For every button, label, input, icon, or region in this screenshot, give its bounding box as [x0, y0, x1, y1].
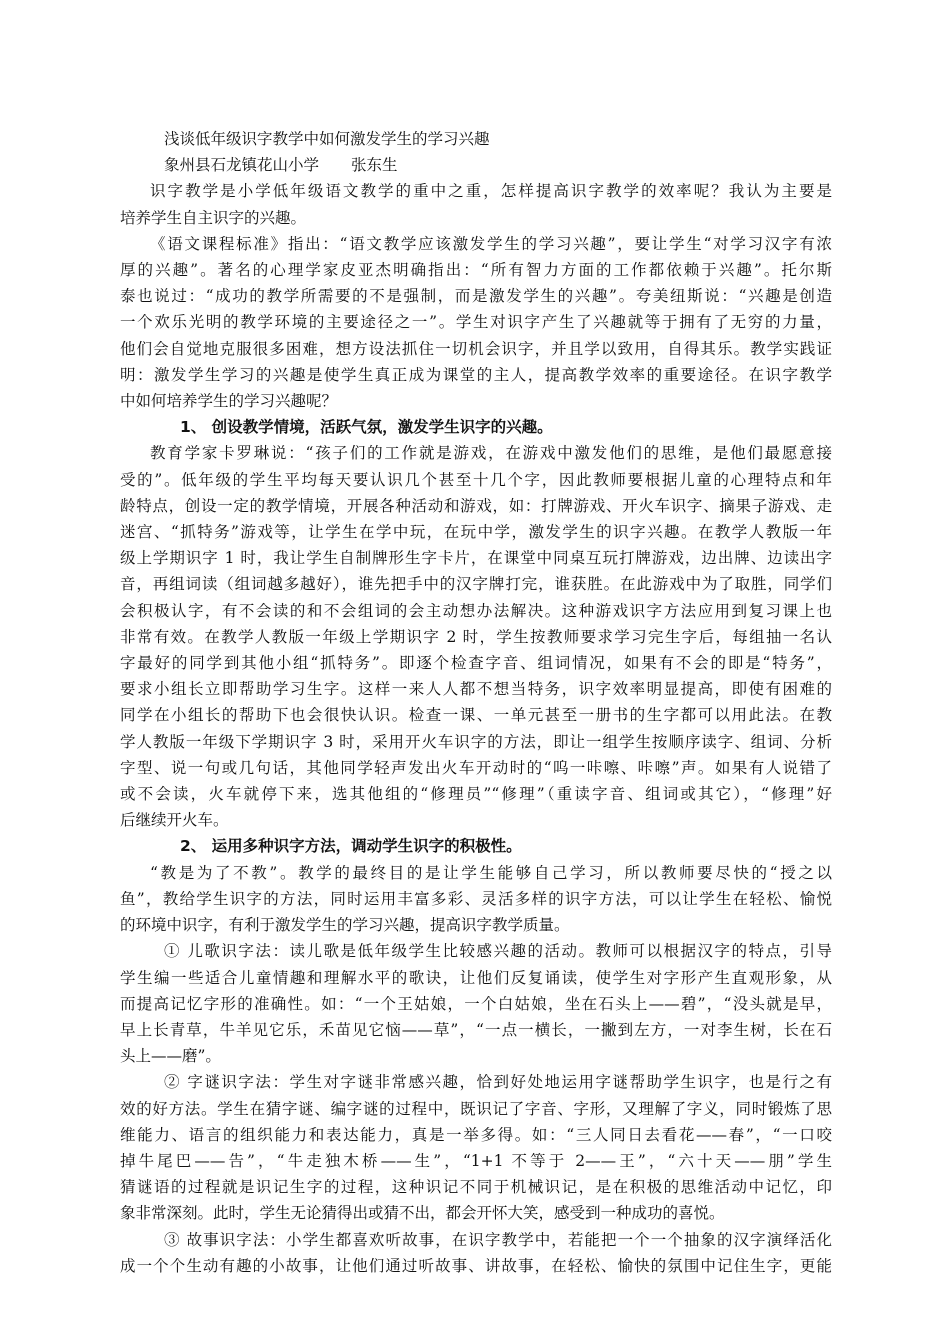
paragraph-line: 中如何培养学生的学习兴趣呢？: [120, 392, 338, 411]
document-page: [120, 126, 832, 1279]
paragraph-line: 他们会自觉地克服很多困难，想方设法抓住一切机会识字，并且学以致用，自得其乐。教学实践证: [120, 339, 832, 358]
paragraph-line: 象非常深刻。此时，学生无论猜得出或猜不出，都会开怀大笑，感受到一种成功的喜悦。: [120, 1204, 725, 1223]
author-line: [120, 152, 832, 178]
paragraph-line: 泰也说过：“成功的教学所需要的不是强制，而是激发学生的兴趣”。夸美纽斯说：“兴趣是创造: [120, 287, 832, 306]
paragraph-line: 或不会读，火车就停下来，选其他组的“修理员”“修理”（重读字音、组词或其它），“修理”好: [120, 785, 832, 804]
paragraph-line: 字最好的同学到其他小组“抓特务”。即逐个检查字音、组词情况，如果有不会的即是“特务”，: [120, 654, 832, 673]
paragraph-line: 一个欢乐光明的教学环境的主要途径之一”。学生对识字产生了兴趣就等于拥有了无穷的力量，: [120, 313, 832, 332]
paragraph-line: 学生编一些适合儿童情趣和理解水平的歌诀，让他们反复诵读，使学生对字形产生直观形象，从: [120, 968, 832, 987]
paragraph-line: 龄特点，创设一定的教学情境，开展各种活动和游戏，如：打牌游戏、开火车识字、摘果子游戏、走: [120, 496, 832, 515]
paragraph-line: 掉牛尾巴——告”，“牛走独木桥——生”，“1+1 不等于 2——王”，“六十天——朋”学生: [120, 1151, 832, 1170]
paragraph-line: 学人教版一年级下学期识字 3 时，采用开火车识字的方法，即让一组学生按顺序读字、组词、分析: [120, 732, 832, 751]
paragraph-line: 同学在小组长的帮助下也会很快认识。检查一课、一单元甚至一册书的生字都可以用此法。在教: [120, 706, 832, 725]
paragraph-line: 鱼”，教给学生识字的方法，同时运用丰富多彩、灵活多样的识字方法，可以让学生在轻松、愉悦: [120, 889, 832, 908]
section-heading: 2、 运用多种识字方法，调动学生识字的积极性。: [180, 837, 522, 856]
paragraph-line: 头上——磨”。: [120, 1047, 221, 1066]
paragraph-line: 非常有效。在教学人教版一年级上学期识字 2 时，学生按教师要求学习完生字后，每组抽一名认: [120, 627, 832, 646]
paragraph-line: 的环境中识字，有利于激发学生的学习兴趣，提高识字教学质量。: [120, 916, 570, 935]
paragraph-line: 会积极认字，有不会读的和不会组词的会主动想办法解决。这种游戏识字方法应用到复习课上也: [120, 601, 832, 620]
paragraph-line: ③ 故事识字法：小学生都喜欢听故事，在识字教学中，若能把一个一个抽象的汉字演绎活化: [164, 1230, 832, 1249]
author-name: 张东生: [351, 156, 398, 175]
paragraph-line: ② 字谜识字法：学生对字谜非常感兴趣，恰到好处地运用字谜帮助学生识字，也是行之有: [164, 1073, 832, 1092]
paragraph-line: 受的”。低年级的学生平均每天要认识几个甚至十几个字，因此教师要根据儿童的心理特点和年: [120, 470, 832, 489]
paragraph-line: 后继续开火车。: [120, 811, 229, 830]
paragraph-line: 级上学期识字 1 时，我让学生自制牌形生字卡片，在课堂中同桌互玩打牌游戏，边出牌、边读出字: [120, 549, 832, 568]
paragraph-line: 明：激发学生学习的兴趣是使学生真正成为课堂的主人，提高教学效率的重要途径。在识字教学: [120, 365, 832, 384]
paragraph-line: 要求小组长立即帮助学习生字。这样一来人人都不想当特务，识字效率明显提高，即使有困难的: [120, 680, 832, 699]
paragraph-line: 培养学生自主识字的兴趣。: [120, 208, 307, 227]
paragraph-line: 猜谜语的过程就是识记生字的过程，这种识记不同于机械识记，是在积极的思维活动中记忆，印: [120, 1178, 832, 1197]
section-heading: 1、 创设教学情境，活跃气氛，激发学生识字的兴趣。: [180, 418, 553, 437]
paragraph-line: 维能力、语言的组织能力和表达能力，真是一举多得。如：“三人同日去看花——春”，“一口咬: [120, 1125, 832, 1144]
author-school: 象州县石龙镇花山小学: [164, 156, 320, 175]
paragraph-line: 厚的兴趣”。著名的心理学家皮亚杰明确指出：“所有智力方面的工作都依赖于兴趣”。托尔斯: [120, 261, 832, 280]
paragraph-line: 教育学家卡罗琳说：“孩子们的工作就是游戏，在游戏中激发他们的思维，是他们最愿意接: [150, 444, 832, 463]
paragraph-line: 早上长青草，牛羊见它乐，禾苗见它恼——草”，“一点一横长，一撇到左方，一对李生树，长在石: [120, 1020, 832, 1039]
paragraph-line: 效的好方法。学生在猜字谜、编字谜的过程中，既识记了字音、字形，又理解了字义，同时锻炼了思: [120, 1099, 832, 1118]
paragraph-line: 字型、说一句或几句话，其他同学轻声发出火车开动时的“呜一咔嚓、咔嚓”声。如果有人说错了: [120, 758, 832, 777]
paragraph-line: 迷宫、“抓特务”游戏等，让学生在学中玩，在玩中学，激发学生的识字兴趣。在教学人教版一年: [120, 523, 832, 542]
paragraph-line: “教是为了不教”。教学的最终目的是让学生能够自己学习，所以教师要尽快的“授之以: [150, 863, 832, 882]
paragraph-line: 《语文课程标准》指出：“语文教学应该激发学生的学习兴趣”，要让学生“对学习汉字有浓: [150, 234, 832, 253]
paragraph-line: 而提高记忆字形的准确性。如：“一个王姑娘，一个白姑娘，坐在石头上——碧”，“没头就是早，: [120, 994, 832, 1013]
paragraph-line: 成一个个生动有趣的小故事，让他们通过听故事、讲故事，在轻松、愉快的氛围中记住生字，更能: [120, 1256, 832, 1275]
paragraph-line: 识字教学是小学低年级语文教学的重中之重，怎样提高识字教学的效率呢？我认为主要是: [150, 182, 832, 201]
document-title: 浅谈低年级识字教学中如何激发学生的学习兴趣: [164, 130, 490, 148]
paragraph-line: ① 儿歌识字法：读儿歌是低年级学生比较感兴趣的活动。教师可以根据汉字的特点，引导: [164, 942, 832, 961]
document-body: [120, 178, 832, 1279]
paragraph-line: 音，再组词读（组词越多越好），谁先把手中的汉字牌打完，谁获胜。在此游戏中为了取胜，同学们: [120, 575, 832, 594]
